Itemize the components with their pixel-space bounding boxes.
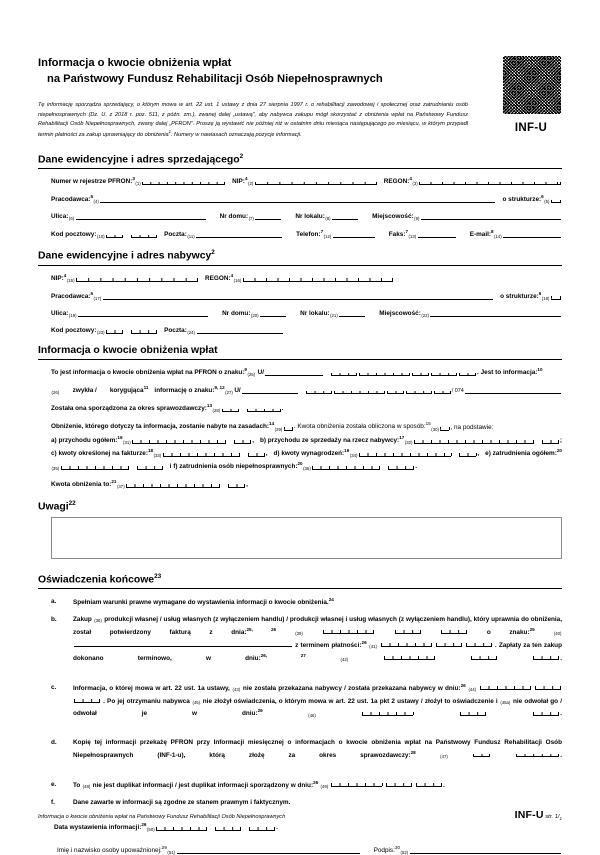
field-num-48: (48) <box>82 783 91 789</box>
field-num-9: (9) <box>414 216 420 222</box>
declaration-item-d <box>51 737 562 774</box>
footer-form-code: INF-U <box>514 808 544 821</box>
option-not-delivered[interactable]: nie została przekazana nabywcy / <box>242 684 346 692</box>
input-payment-date-m[interactable] <box>471 652 497 660</box>
field-num-45: (45) <box>192 699 201 705</box>
label-fax-seller: Faks:$^7$ <box>388 229 409 239</box>
input-duplicate-date-y[interactable] <box>416 779 442 787</box>
input-invoice-date-m[interactable] <box>395 626 421 634</box>
input-mark-seq-1d[interactable] <box>431 368 457 376</box>
field-num-37: (37) <box>116 484 125 490</box>
field-num-7: (7) <box>248 216 254 222</box>
label-flat-buyer: Nr lokalu: <box>300 310 330 318</box>
label-item-f: i f) zatrudnienia osób niepełnosprawnych:$^{20}$ <box>169 460 303 470</box>
section-heading-reduction <box>38 345 562 357</box>
legal-note-text: Tę informację sporządza sprzedający, o którym mowa w art. 22 ust. 1 ustawy z dnia 27 sierpnia 1997 r. o rehabilitacji zawodowej i społecznej oraz zatrudnianiu osób niepełnosprawnych (Dz. U. z 2018 r. poz. 511, z późn. zm.), zwanej dalej „ustawą", aby nabywca zakupu mógł skorzystać z obniżenia wpłat na Państwowy Fundusz Rehabilitacji Osób Niepełnosprawnych, zwany dalej „PFRON". Proszę ją wystawić nie później niż w ostatnim dniu miesiąca następującego po miesiącu, w którym przypadł termin płatności za zakup uprawniający do obniżenia <box>38 102 468 138</box>
input-mark-seq-2d[interactable] <box>406 386 432 394</box>
input-post-seller[interactable] <box>196 230 282 238</box>
input-revoke-date-m[interactable] <box>460 708 486 716</box>
input-mark-seq-2a[interactable] <box>306 386 332 394</box>
section-divider <box>38 265 562 266</box>
declaration-marker: a. <box>51 598 57 606</box>
row-reduction-mark <box>38 367 562 376</box>
field-num-25: (25) <box>247 372 256 378</box>
input-item-c-dec[interactable] <box>248 449 265 457</box>
section-heading-declarations <box>38 573 562 586</box>
section-divider <box>38 359 562 360</box>
field-num-35: (35) <box>51 465 60 471</box>
row-basis-ab <box>38 435 562 444</box>
declaration-marker: b. <box>51 615 57 623</box>
input-house-seller[interactable] <box>255 212 281 220</box>
option-delivered-on[interactable]: została przekazana nabywcy w dniu: <box>348 684 461 692</box>
field-num-46: (46) <box>308 712 316 718</box>
sep-comma-a: , <box>252 436 254 444</box>
footer-page-prefix: str. 1/ <box>545 813 560 820</box>
option-own-production[interactable]: produkcji własnej / <box>104 615 162 623</box>
label-payment-term: z terminem płatności: <box>295 641 362 649</box>
input-nip-buyer[interactable] <box>76 274 198 282</box>
row-issue-date <box>38 822 562 831</box>
label-employer-seller: Pracodawca:$^5$ <box>51 194 93 204</box>
option-own-services[interactable]: usług własnych (z wyłączeniem handlu) / <box>163 615 289 623</box>
input-payment-term-d[interactable] <box>381 639 432 647</box>
input-authorized-person[interactable] <box>177 846 360 854</box>
option-no-statement[interactable]: nie złożył oświadczenia, o którym mowa w art. 22 ust. 1a pkt 2 ustawy / <box>202 697 423 705</box>
input-fax-seller[interactable] <box>418 230 456 238</box>
input-mark-seq-1e[interactable] <box>459 368 476 376</box>
field-num-18: (18) <box>541 296 550 302</box>
declaration-marker: e. <box>51 780 57 788</box>
label-house-buyer: Nr domu: <box>222 310 251 318</box>
form-code-label: INF-U <box>514 122 548 134</box>
section-heading-buyer-sup: 2 <box>211 249 215 257</box>
input-mark-seq-1a[interactable] <box>331 368 357 376</box>
input-postcode-buyer-part2[interactable] <box>131 326 157 334</box>
label-employer-buyer: Pracodawca:$^5$ <box>51 290 93 301</box>
declaration-item-a <box>51 596 562 609</box>
section-heading-seller-sup: 2 <box>239 152 244 160</box>
input-mark-seq-2c[interactable] <box>387 386 404 394</box>
input-period-month[interactable] <box>222 404 239 412</box>
field-num-8: (8) <box>325 216 331 222</box>
section-heading-seller-text: Dane ewidencyjne i adres sprzedającego <box>38 153 240 165</box>
label-reporting-period: Została ona sporządzona za okres sprawozdawczy:$^{13}$ <box>51 403 213 413</box>
declaration-marker: f. <box>51 798 55 806</box>
input-item-f-dec[interactable] <box>388 462 414 470</box>
input-mark-seq-2e[interactable] <box>434 386 451 394</box>
section-heading-remarks <box>38 500 562 513</box>
declaration-text: Kopię tej informacji przekażę PFRON przy Informacji miesięcznej o informacjach o kwocie obniżenia wpłat na Państwowy Fundusz Rehabilitacji Osób Niepełnosprawnych (INF-1-u), którą złożę za okres sprawozdawczy:$^{28}$ (47) . <box>73 739 562 760</box>
field-num-22: (22) <box>421 313 429 319</box>
field-num-31: (31) <box>123 439 131 445</box>
label-on-basis-of: , na podstawie: <box>450 423 494 431</box>
label-after-receipt: . Po jej otrzymaniu nabywca <box>103 697 190 705</box>
option-correcting[interactable]: korygująca$^{11}$ <box>109 385 149 395</box>
label-authorized-person: Imię i nazwisko osoby upoważnionej:$^{29}$ <box>57 844 167 854</box>
input-calc-method[interactable] <box>440 423 449 431</box>
input-acquisition-rules[interactable] <box>284 423 293 431</box>
legal-note-tail: . Numery w nawiasach oznaczają pozycje informacji. <box>170 131 302 138</box>
field-num-34: (34) <box>349 452 358 458</box>
field-num-43: (43) <box>232 686 241 692</box>
field-num-41: (41) <box>369 643 377 649</box>
row-reporting-period <box>38 403 562 412</box>
label-nip-buyer: NIP:$^4$ <box>51 272 67 282</box>
input-duplicate-date-m[interactable] <box>386 779 412 787</box>
page-title-line2: na Państwowy Fundusz Rehabilitacji Osób Niepełnosprawnych <box>47 73 383 86</box>
section-heading-remarks-text: Uwagi <box>38 501 69 513</box>
field-num-28: (28) <box>212 408 221 414</box>
label-structure-buyer: o strukturze:$^6$ <box>500 290 542 301</box>
field-num-50: (50) <box>147 826 155 832</box>
section-heading-reduction-text: Informacja o kwocie obniżenia wpłat <box>38 345 218 357</box>
input-regon-buyer[interactable] <box>243 274 393 282</box>
declaration-text: Dane zawarte w informacji są zgodne ze stanem prawnym i faktycznym. <box>73 798 291 806</box>
declaration-text: Zakup (38) produkcji własnej / usług własnych (z wyłączeniem handlu) / produkcji własnej i usług własnych (z wyłączeniem handlu), który uprawnia do obniżenia, został potwierdzony fakturą z dnia:$^{25, 26}$ (39) o znaku:$^{25}$ (40) z terminem płatności:$^{26}$ (41) . Zapłaty za ten zakup dokonano terminowo, w dniu:$^{26, 27}$ (42) . <box>73 615 563 662</box>
input-mark-text-2[interactable] <box>242 386 298 394</box>
declaration-text: Informacja, o której mowa w art. 22 ust. 1a ustawy, (43) nie została przekazana nabywcy / została przekazana nabywcy w dniu:$^{26}$ (44) . Po jej otrzymaniu nabywca (45) nie złożył oświadczenia, o którym mowa w art. 22 ust. 1a pkt 2 ustawy / złożył to oświadczenie i (45a) nie odwołał go / odwołał je w dniu:$^{26}$ (46) . <box>73 682 563 718</box>
option-revoked-on[interactable]: odwołał je w dniu: <box>73 710 258 718</box>
input-invoice-mark[interactable] <box>74 639 292 647</box>
input-revoke-date-d[interactable] <box>362 708 413 716</box>
label-signature: Podpis:$^{30}$ <box>373 844 401 854</box>
field-num-10: (10) <box>96 234 105 240</box>
input-street-seller[interactable] <box>76 212 206 220</box>
field-num-51: (51) <box>167 849 176 855</box>
label-postcode-seller: Kod pocztowy: <box>51 231 97 239</box>
field-num-42: (42) <box>340 656 349 662</box>
row-buyer-address <box>38 309 562 317</box>
input-email-seller[interactable] <box>503 230 561 238</box>
field-num-14: (14) <box>494 234 502 240</box>
section-divider <box>38 168 562 169</box>
datamatrix-barcode-icon <box>502 55 562 115</box>
label-item-d: d) kwoty wynagrodzeń:$^{19}$ <box>273 447 350 457</box>
label-city-buyer: Miejscowość: <box>379 310 421 318</box>
declaration-item-b <box>51 614 562 677</box>
field-num-4: (4) <box>93 199 99 205</box>
field-num-13: (13) <box>408 234 417 240</box>
input-post-buyer[interactable] <box>197 326 283 334</box>
input-item-e-dec[interactable] <box>137 462 163 470</box>
field-num-38: (38) <box>94 617 102 623</box>
label-postcode-buyer: Kod pocztowy: <box>51 327 97 335</box>
input-delivery-date-y[interactable] <box>74 695 100 703</box>
input-nip-seller[interactable] <box>255 177 377 185</box>
option-ordinary[interactable]: zwykła / <box>72 387 97 395</box>
input-item-c-int[interactable] <box>163 449 240 457</box>
input-inf1u-period-year[interactable] <box>516 749 559 757</box>
field-num-44: (44) <box>468 686 477 692</box>
label-house-seller: Nr domu: <box>219 213 249 221</box>
input-revoke-date-y[interactable] <box>533 708 559 716</box>
declarations-list <box>38 596 562 809</box>
label-reduction-amount: Kwota obniżenia to:$^{21}$ <box>51 478 117 489</box>
section-heading-buyer <box>38 249 562 262</box>
label-email-seller: E-mail:$^8$ <box>469 229 494 239</box>
label-structure-seller: o strukturze:$^6$ <box>502 194 544 204</box>
label-corrected-mark: informację o znaku:$^{9, 12}$ <box>154 385 225 395</box>
field-num-3: (3) <box>412 181 418 187</box>
input-employer-seller[interactable] <box>100 195 495 203</box>
input-item-b-int[interactable] <box>414 436 534 444</box>
option-statement-filed[interactable]: złożył to oświadczenie i <box>424 697 498 705</box>
section-heading-remarks-sup: 22 <box>68 500 76 508</box>
declaration-item-c <box>51 682 562 733</box>
declaration-marker: d. <box>51 739 57 747</box>
input-street-buyer[interactable] <box>78 309 208 317</box>
section-heading-declarations-sup: 23 <box>154 572 162 580</box>
field-num-24: (24) <box>187 330 195 336</box>
row-seller-address <box>38 212 562 220</box>
input-signature[interactable] <box>410 846 561 854</box>
period-dot: . <box>281 405 284 413</box>
input-invoice-date-d[interactable] <box>323 626 374 634</box>
row-seller-registry <box>38 176 562 185</box>
legal-note-footnote-ref: 1 <box>168 128 171 134</box>
declaration-text: To (48) nie jest duplikat informacji / jest duplikat informacji sporządzony w dniu:$^{26}$ (49) . <box>73 779 445 789</box>
input-inf1u-period-month[interactable] <box>473 749 490 757</box>
field-num-40: (40) <box>553 630 562 636</box>
label-pfron-number: Numer w rejestrze PFRON:$^3$ <box>51 175 135 186</box>
row-signature <box>38 845 562 854</box>
declaration-item-e <box>51 779 562 792</box>
field-num-6: (6) <box>68 216 75 222</box>
section-divider <box>38 588 562 589</box>
option-not-revoked[interactable]: nie odwołał go / <box>512 697 562 705</box>
input-item-b-dec[interactable] <box>542 436 559 444</box>
field-num-17: (17) <box>93 296 102 302</box>
input-reduction-amount-int[interactable] <box>126 480 220 488</box>
input-payment-date-d[interactable] <box>384 652 435 660</box>
field-num-32: (32) <box>404 439 413 445</box>
issue-date-dot: . <box>276 823 278 831</box>
input-mark-text-1[interactable] <box>265 368 323 376</box>
field-num-2: (2) <box>248 181 254 187</box>
row-basis-cde <box>38 448 562 457</box>
input-mark-seq-1b[interactable] <box>359 368 410 376</box>
input-mark-tail[interactable] <box>465 386 561 394</box>
label-reduction-mark: To jest informacja o kwocie obniżenia wpłat na PFRON o znaku:$^9$ <box>51 367 247 377</box>
footer-title: Informacja o kwocie obniżenia wpłat na Państwowy Fundusz Rehabilitacji Osób Niepełnosprawnych <box>38 813 286 820</box>
input-flat-buyer[interactable] <box>339 309 365 317</box>
field-num-52: (52) <box>400 849 409 855</box>
input-item-d-dec[interactable] <box>459 449 476 457</box>
field-num-20: (20) <box>250 313 259 319</box>
label-nip-seller: NIP:$^4$ <box>232 175 248 186</box>
input-flat-seller[interactable] <box>332 212 358 220</box>
label-item-e: e) zatrudnienia ogółem:$^{20}$ <box>485 447 562 457</box>
option-own-production-and-services[interactable]: produkcji własnej i usług własnych (z wyłączeniem handlu), który uprawnia do obniżenia, został potwierdzony fakturą z dnia: <box>73 615 563 636</box>
input-city-buyer[interactable] <box>430 309 561 317</box>
row-reduction-type <box>38 385 562 394</box>
row-seller-employer <box>38 194 562 203</box>
input-issue-date-d[interactable] <box>156 823 207 831</box>
sep-semicolon-b: ; <box>559 436 562 444</box>
input-item-d-int[interactable] <box>359 449 451 457</box>
field-num-1: (1) <box>135 181 141 187</box>
input-payment-term-y[interactable] <box>466 639 492 647</box>
input-structure-buyer[interactable] <box>551 292 561 300</box>
row-basis-ef <box>38 461 562 470</box>
label-post-seller: Poczta: <box>164 231 187 239</box>
input-item-e-int[interactable] <box>61 462 129 470</box>
input-payment-date-y[interactable] <box>533 652 559 660</box>
label-post-buyer: Poczta: <box>164 327 187 335</box>
footer-page-info <box>515 809 562 821</box>
label-invoice-mark: o znaku: <box>486 628 530 636</box>
row-buyer-post <box>38 326 562 334</box>
declaration-item-f <box>51 797 562 809</box>
input-structure-seller[interactable] <box>551 195 561 203</box>
label-calc-method: . Kwota obniżenia została obliczona w sposób:$^{15}$ <box>293 421 431 431</box>
input-item-f-int[interactable] <box>312 462 380 470</box>
input-house-buyer[interactable] <box>260 309 286 317</box>
field-num-19: (19) <box>68 313 77 319</box>
label-regon-buyer: REGON:$^4$ <box>205 272 234 282</box>
input-postcode-seller-part1[interactable] <box>106 230 123 238</box>
row-reduction-basis <box>38 421 562 430</box>
label-phone-seller: Telefon:$^7$ <box>296 229 324 239</box>
field-num-12: (12) <box>323 234 332 240</box>
sep-comma-amount: , <box>246 481 248 489</box>
label-issue-date: Data wystawienia informacji:$^{26}$ <box>54 821 147 831</box>
label-info-type: . Jest to informacja:$^{10}$ <box>477 367 543 377</box>
input-mark-seq-1c[interactable] <box>412 368 429 376</box>
page-title <box>38 55 468 87</box>
label-item-c: c) kwoty określonej na fakturze:$^{18}$ <box>51 447 154 457</box>
label-item-a: a) przychodu ogółem:$^{16}$ <box>51 434 123 444</box>
sep-dot-f: . <box>415 462 418 470</box>
label-acquisition-rules: Obniżenie, którego dotyczy ta informacja, zostanie nabyte na zasadach:$^{14}$ <box>51 421 275 431</box>
legal-note <box>38 101 468 139</box>
input-period-year[interactable] <box>247 404 281 412</box>
input-postcode-seller-part2[interactable] <box>131 230 157 238</box>
input-remarks[interactable] <box>51 517 562 559</box>
field-num-47: (47) <box>440 754 448 760</box>
input-item-a-dec[interactable] <box>234 436 251 444</box>
field-num-29: (29) <box>274 426 283 432</box>
section-heading-buyer-text: Dane ewidencyjne i adres nabywcy <box>38 250 212 262</box>
input-delivery-date-m[interactable] <box>535 682 561 690</box>
declaration-marker: c. <box>51 683 57 691</box>
field-num-23: (23) <box>96 330 105 336</box>
label-u-slash-2: U/ <box>234 387 241 395</box>
input-payment-term-m[interactable] <box>436 639 462 647</box>
option-is-duplicate[interactable]: jest duplikat informacji sporządzony w dniu: <box>178 781 314 789</box>
field-num-15: (15) <box>66 277 75 283</box>
input-invoice-date-y[interactable] <box>441 626 467 634</box>
field-num-45a: (45a) <box>500 699 511 705</box>
row-seller-contact <box>38 229 562 238</box>
footer-page-total: 1 <box>559 816 562 821</box>
label-slash-074: / 074 <box>451 388 464 395</box>
field-num-5: (5) <box>544 199 550 205</box>
field-num-21: (21) <box>330 313 338 319</box>
field-num-30: (30) <box>431 426 439 432</box>
row-buyer-employer <box>38 291 562 300</box>
barcode-area <box>500 55 562 134</box>
label-street-buyer: Ulica: <box>51 310 69 318</box>
label-u-slash-1: U/ <box>257 369 265 377</box>
label-city-seller: Miejscowość: <box>372 213 414 221</box>
declaration-text: Spełniam warunki prawne wymagane do wystawienia informacji o kwocie obniżenia.$^{24}$ <box>73 597 334 607</box>
input-pfron-number[interactable] <box>142 177 225 185</box>
input-item-a-int[interactable] <box>132 436 226 444</box>
label-street-seller: Ulica: <box>51 213 69 221</box>
field-num-33: (33) <box>153 452 162 458</box>
document-content <box>38 55 562 854</box>
input-regon-seller[interactable] <box>419 177 561 185</box>
input-duplicate-date-d[interactable] <box>331 779 382 787</box>
label-regon-seller: REGON:$^4$ <box>383 175 412 186</box>
input-city-seller[interactable] <box>421 212 561 220</box>
field-num-11: (11) <box>187 234 195 240</box>
field-num-49: (49) <box>320 783 329 789</box>
field-num-26: (26) <box>51 390 60 396</box>
input-postcode-buyer-part1[interactable] <box>106 326 123 334</box>
field-num-39: (39) <box>295 630 303 636</box>
label-payment-made: . Zapłaty za ten zakup dokonano terminowo, w dniu: <box>73 641 562 662</box>
page-footer <box>38 809 562 821</box>
row-reduction-amount <box>38 479 562 488</box>
input-phone-seller[interactable] <box>333 230 375 238</box>
input-mark-seq-2b[interactable] <box>334 386 385 394</box>
sep-comma-d: , <box>477 449 480 457</box>
sep-comma-c: , <box>265 449 268 457</box>
label-flat-seller: Nr lokalu: <box>295 213 325 221</box>
field-num-27: (27) <box>225 390 233 396</box>
section-heading-declarations-text: Oświadczenia końcowe <box>38 574 155 586</box>
input-issue-date-m[interactable] <box>215 823 241 831</box>
section-heading-seller <box>38 153 562 166</box>
option-not-duplicate[interactable]: nie jest duplikat informacji / <box>92 781 177 789</box>
input-reduction-amount-dec[interactable] <box>228 480 245 488</box>
field-num-36: (36) <box>303 465 311 471</box>
input-issue-date-y[interactable] <box>249 823 275 831</box>
row-buyer-registry <box>38 273 562 282</box>
field-num-16: (16) <box>233 277 242 283</box>
input-employer-buyer[interactable] <box>103 292 493 300</box>
label-item-b: b) przychodu ze sprzedaży na rzecz nabywcy:$^{17}$ <box>259 434 405 444</box>
input-delivery-date-d[interactable] <box>480 682 531 690</box>
page-title-line1: Informacja o kwocie obniżenia wpłat <box>38 57 232 69</box>
